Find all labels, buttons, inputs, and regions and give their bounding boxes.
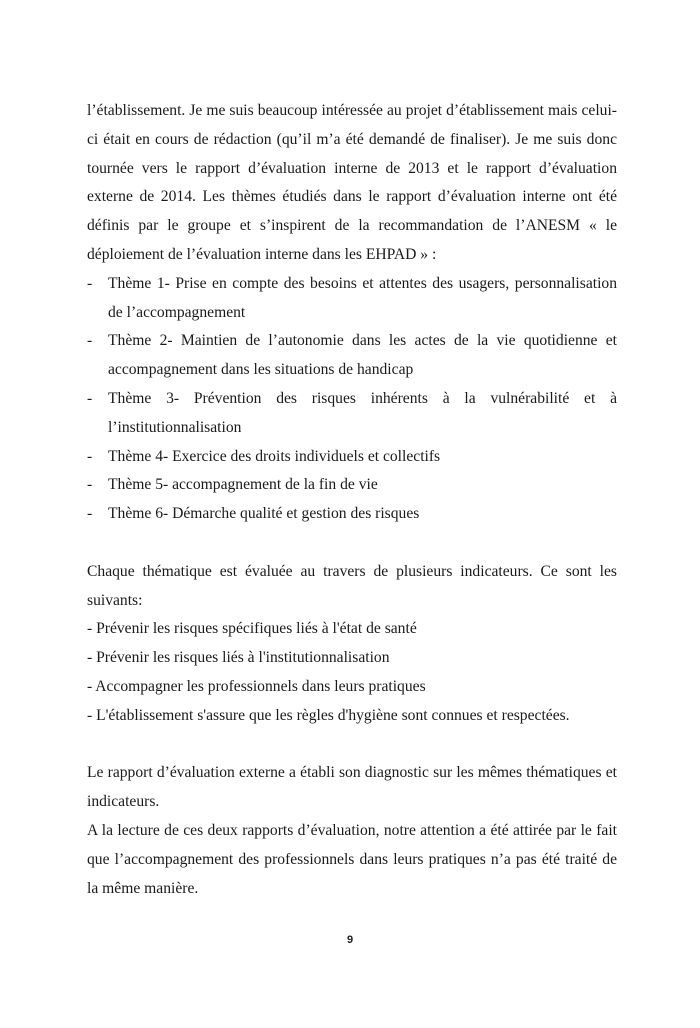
indicator-item: - L'établissement s'assure que les règles d'hygiène sont connues et respectées. <box>87 706 570 724</box>
theme-text: Thème 4- Exercice des droits individuels et collectifs <box>108 447 441 465</box>
bullet-dash: - <box>87 332 93 350</box>
theme-item <box>87 385 617 443</box>
theme-item <box>87 327 617 385</box>
theme-text: Thème 6- Démarche qualité et gestion des risques <box>108 505 420 523</box>
theme-text: Thème 2- Maintien de l’autonomie dans les actes de la vie quotidienne et accompagnement dans les situations de handicap <box>108 332 617 379</box>
external-report-paragraph: Le rapport d’évaluation externe a établi son diagnostic sur les mêmes thématiques et indicateurs. <box>87 764 617 811</box>
theme-text: Thème 1- Prise en compte des besoins et attentes des usagers, personnalisation de l’accompagnement <box>108 274 617 321</box>
theme-item <box>87 270 617 328</box>
blank-line <box>87 731 617 760</box>
bullet-dash: - <box>87 476 93 494</box>
bullet-dash: - <box>87 505 93 523</box>
page-number: 9 <box>346 934 354 946</box>
intro-paragraph: l’établissement. Je me suis beaucoup intéressée au projet d’établissement mais celui-ci était en cours de rédaction (qu’il m’a été demandé de finaliser). Je me suis donc tournée vers le rapport d’évaluation interne de 2013 et le rapport d’évaluation externe de 2014. Les thèmes étudiés dans le rapport d’évaluation interne ont été définis par le groupe et s’inspirent de la recommandation de l’ANESM « le déploiement de l’évaluation interne dans les EHPAD » : <box>87 102 617 263</box>
indicator-item: - Accompagner les professionnels dans leurs pratiques <box>87 677 426 695</box>
theme-item <box>87 471 617 500</box>
theme-text: Thème 3- Prévention des risques inhérents à la vulnérabilité et à l’institutionnalisation <box>108 389 617 436</box>
blank-line <box>87 529 617 558</box>
bullet-dash: - <box>87 274 93 292</box>
bullet-dash: - <box>87 447 93 465</box>
document-page <box>87 97 617 903</box>
theme-item <box>87 500 617 529</box>
indicator-item: - Prévenir les risques spécifiques liés à l'état de santé <box>87 620 417 638</box>
theme-text: Thème 5- accompagnement de la fin de vie <box>108 476 378 494</box>
bullet-dash: - <box>87 389 93 407</box>
conclusion-paragraph: A la lecture de ces deux rapports d’évaluation, notre attention a été attirée par le fait que l’accompagnement des professionnels dans leurs pratiques n’a pas été traité de la même manière. <box>87 821 617 897</box>
theme-item <box>87 443 617 472</box>
indicators-intro: Chaque thématique est évaluée au travers de plusieurs indicateurs. Ce sont les suivants: <box>87 562 617 609</box>
themes-list <box>87 270 617 529</box>
indicator-item: - Prévenir les risques liés à l'institutionnalisation <box>87 649 390 667</box>
